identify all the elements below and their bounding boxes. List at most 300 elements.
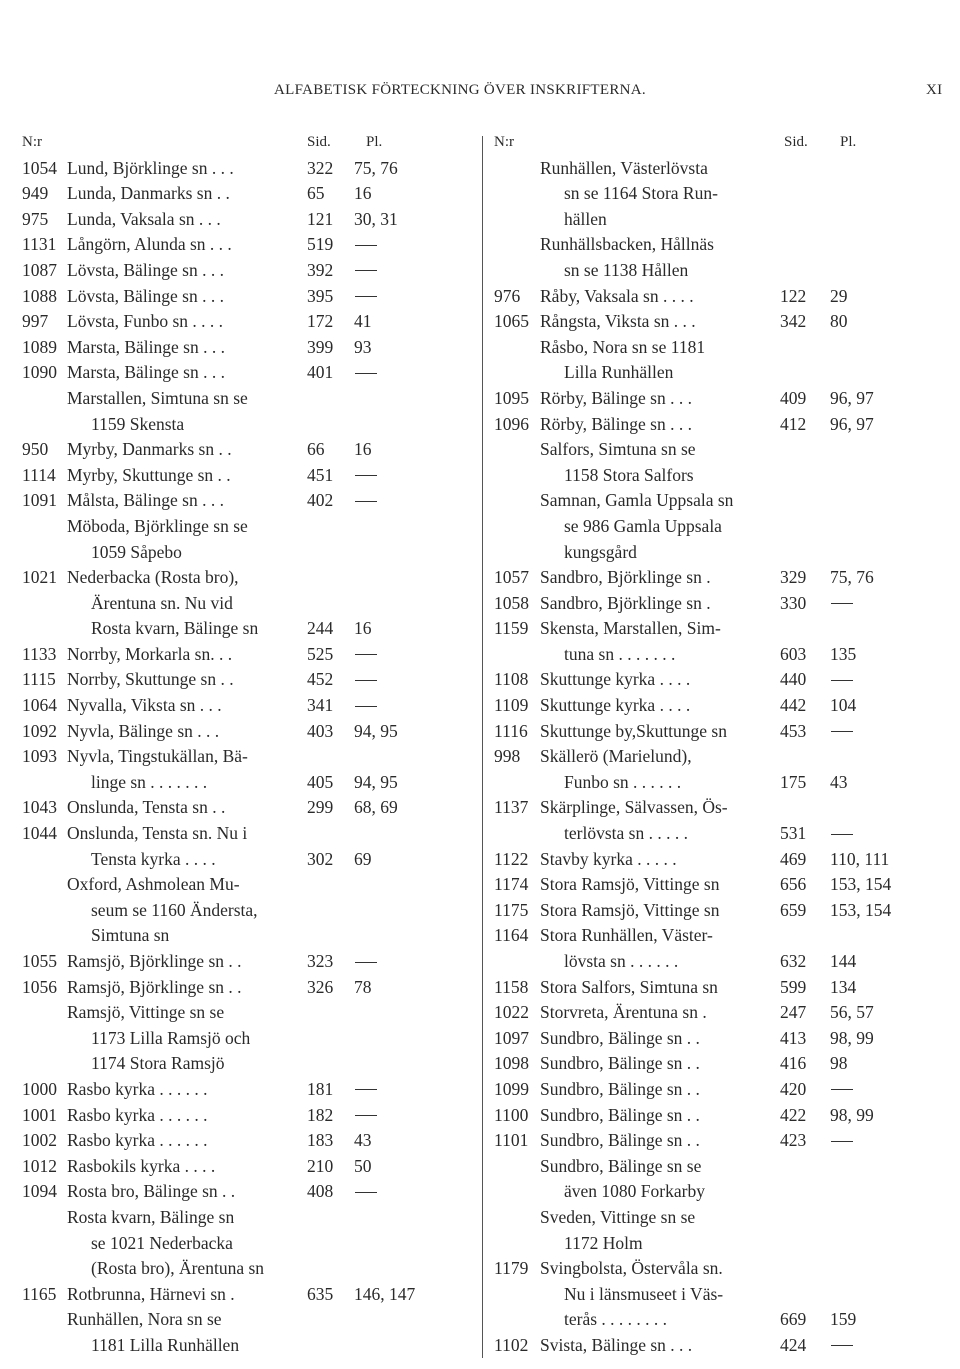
entry-text: Rosta kvarn, Bälinge sn [91, 618, 259, 639]
index-entry [494, 232, 944, 258]
entry-plate-dash [355, 373, 377, 374]
index-entry [22, 770, 468, 796]
entry-plate: 110, 111 [830, 848, 890, 869]
index-entry [494, 949, 944, 975]
index-entry [22, 847, 468, 873]
entry-text: lövsta sn . . . . . . [564, 951, 679, 971]
index-entry [494, 540, 944, 566]
index-entry [494, 719, 944, 745]
index-entry [494, 1154, 944, 1180]
entry-plate-dash [355, 245, 377, 246]
entry-page: 247 [780, 1002, 807, 1023]
entry-text: Stora Ramsjö, Vittinge sn [540, 899, 720, 920]
entry-text: Samnan, Gamla Uppsala sn [540, 490, 734, 511]
entry-number: 1091 [22, 490, 57, 511]
entry-number: 1108 [494, 669, 529, 690]
index-entry [494, 258, 944, 284]
entry-plate: 75, 76 [830, 567, 874, 588]
entry-plate: 96, 97 [830, 413, 874, 434]
entry-text: Oxford, Ashmolean Mu- [67, 874, 240, 895]
entry-page: 322 [307, 157, 334, 178]
entry-number: 1056 [22, 976, 57, 997]
index-entry [22, 642, 468, 668]
index-entry [22, 1282, 468, 1308]
entry-text: Sandbro, Björklinge sn . [540, 567, 711, 588]
entry-plate-dash [355, 680, 377, 681]
entry-number: 1044 [22, 823, 57, 844]
index-entry [494, 565, 944, 591]
index-entry [22, 1231, 468, 1257]
index-entry [494, 693, 944, 719]
entry-text: Rosta kvarn, Bälinge sn [67, 1206, 235, 1227]
index-entry [494, 412, 944, 438]
entry-number: 1089 [22, 336, 57, 357]
entry-plate: 104 [830, 695, 857, 716]
right-entry-list [494, 156, 944, 1359]
index-entry [494, 770, 944, 796]
entry-text: sn se 1138 Hållen [564, 259, 689, 280]
page-title: ALFABETISK FÖRTECKNING ÖVER INSKRIFTERNA. [274, 82, 646, 98]
entry-plate: 98 [830, 1053, 848, 1074]
entry-page: 401 [307, 362, 334, 383]
index-entry [494, 514, 944, 540]
column-header [22, 130, 468, 156]
entry-plate-dash [355, 296, 377, 297]
index-entry [494, 872, 944, 898]
entry-page: 392 [307, 259, 334, 280]
entry-number: 1087 [22, 259, 57, 280]
entry-page: 659 [780, 899, 807, 920]
running-head [0, 80, 960, 104]
entry-number: 1175 [494, 899, 529, 920]
entry-text: Nu i länsmuseet i Väs- [564, 1283, 724, 1304]
entry-page: 531 [780, 823, 807, 844]
entry-text: Stora Runhällen, Väster- [540, 925, 713, 946]
entry-page: 469 [780, 848, 807, 869]
entry-plate-dash [355, 501, 377, 502]
entry-page: 342 [780, 311, 807, 332]
entry-number: 1137 [494, 797, 529, 818]
entry-number: 1102 [494, 1334, 529, 1355]
entry-number: 1100 [494, 1104, 529, 1125]
entry-text: terlövsta sn . . . . . [564, 823, 688, 844]
entry-text: Svista, Bälinge sn . . . [540, 1334, 693, 1355]
index-entry [494, 1282, 944, 1308]
entry-text: (Rosta bro), Ärentuna sn [91, 1258, 265, 1279]
index-entry [494, 386, 944, 412]
entry-text: Rasbokils kyrka . . . . [67, 1155, 216, 1176]
entry-text: kungsgård [564, 541, 637, 562]
entry-page: 603 [780, 643, 807, 664]
index-entry [494, 923, 944, 949]
index-entry [494, 335, 944, 361]
index-entry [22, 1051, 468, 1077]
entry-number: 1174 [494, 874, 529, 895]
entry-number: 1093 [22, 746, 57, 767]
entry-text: Norrby, Morkarla sn. . . [67, 643, 233, 664]
entry-text: Myrby, Danmarks sn . . [67, 439, 232, 460]
index-entry [494, 463, 944, 489]
entry-text: Lilla Runhällen [564, 362, 674, 383]
index-entry [494, 1077, 944, 1103]
entry-plate: 43 [830, 771, 848, 792]
entry-text: Stora Salfors, Simtuna sn [540, 976, 718, 997]
entry-text: Skuttunge kyrka . . . . [540, 669, 691, 690]
entry-page: 452 [307, 669, 334, 690]
entry-plate: 94, 95 [354, 771, 398, 792]
entry-text: Stora Ramsjö, Vittinge sn [540, 874, 720, 895]
entry-page: 172 [307, 311, 334, 332]
index-entry [22, 872, 468, 898]
entry-page: 413 [780, 1027, 807, 1048]
entry-text: Nyvla, Tingstukällan, Bä- [67, 746, 248, 767]
index-entry [494, 488, 944, 514]
entry-plate-dash [831, 834, 853, 835]
index-entry [494, 1051, 944, 1077]
index-entry [22, 1307, 468, 1333]
index-entry [494, 181, 944, 207]
index-entry [494, 1128, 944, 1154]
entry-text: Lövsta, Bälinge sn . . . [67, 259, 224, 280]
entry-page: 210 [307, 1155, 334, 1176]
entry-number: 1179 [494, 1258, 529, 1279]
entry-number: 1122 [494, 848, 529, 869]
entry-page: 244 [307, 618, 334, 639]
column-header-sid: Sid. [784, 134, 808, 150]
entry-plate: 146, 147 [354, 1283, 416, 1304]
index-entry [22, 795, 468, 821]
entry-number: 1055 [22, 951, 57, 971]
entry-plate-dash [831, 680, 853, 681]
entry-plate: 96, 97 [830, 387, 874, 408]
entry-plate: 144 [830, 951, 857, 971]
index-entry [22, 514, 468, 540]
entry-text: Runhällen, Västerlövsta [540, 157, 708, 178]
entry-text: tuna sn . . . . . . . [564, 643, 676, 664]
index-entry [22, 232, 468, 258]
entry-plate: 75, 76 [354, 157, 398, 178]
entry-text: Onslunda, Tensta sn. Nu i [67, 823, 248, 844]
column-header-pl: Pl. [366, 134, 383, 150]
entry-plate: 80 [830, 311, 848, 332]
index-entry [494, 437, 944, 463]
entry-page: 122 [780, 285, 807, 306]
column-header-pl: Pl. [840, 134, 857, 150]
entry-text: 1158 Stora Salfors [564, 464, 694, 485]
entry-page: 323 [307, 951, 334, 971]
entry-plate-dash [355, 475, 377, 476]
entry-plate: 16 [354, 439, 372, 460]
entry-page: 599 [780, 976, 807, 997]
entry-page: 299 [307, 797, 334, 818]
entry-text: Lunda, Vaksala sn . . . [67, 208, 221, 229]
entry-number: 950 [22, 439, 49, 460]
entry-plate: 159 [830, 1309, 857, 1330]
index-entry [494, 207, 944, 233]
entry-page: 424 [780, 1334, 807, 1355]
entry-text: Norrby, Skuttunge sn . . [67, 669, 234, 690]
entry-text: Ramsjö, Vittinge sn se [67, 1002, 225, 1023]
entry-page: 399 [307, 336, 334, 357]
entry-plate-dash [355, 1192, 377, 1193]
entry-text: Runhällsbacken, Hållnäs [540, 234, 714, 255]
entry-text: 1159 Skensta [91, 413, 185, 434]
entry-number: 1021 [22, 567, 57, 588]
entry-number: 975 [22, 208, 49, 229]
entry-text: Skuttunge kyrka . . . . [540, 695, 691, 716]
entry-text: Sundbro, Bälinge sn . . [540, 1130, 700, 1151]
entry-plate: 93 [354, 336, 372, 357]
entry-text: Marsta, Bälinge sn . . . [67, 336, 225, 357]
entry-plate: 153, 154 [830, 874, 892, 895]
entry-plate: 68, 69 [354, 797, 398, 818]
entry-page: 302 [307, 848, 334, 869]
index-entry [22, 1077, 468, 1103]
entry-text: Storvreta, Ärentuna sn . [540, 1002, 707, 1023]
entry-text: Stavby kyrka . . . . . [540, 848, 677, 869]
index-entry [22, 181, 468, 207]
index-entry [22, 335, 468, 361]
entry-plate: 30, 31 [354, 208, 398, 229]
column-header [494, 130, 944, 156]
entry-plate-dash [355, 1089, 377, 1090]
entry-number: 1094 [22, 1181, 57, 1202]
entry-text: terås . . . . . . . . [564, 1309, 668, 1330]
entry-number: 1043 [22, 797, 57, 818]
entry-text: 1172 Holm [564, 1232, 643, 1253]
entry-page: 341 [307, 695, 334, 716]
index-entry [22, 898, 468, 924]
entry-text: sn se 1164 Stora Run- [564, 183, 718, 204]
index-entry [494, 591, 944, 617]
index-entry [22, 591, 468, 617]
entry-text: Rotbrunna, Härnevi sn . [67, 1283, 235, 1304]
entry-plate-dash [831, 731, 853, 732]
entry-plate: 98, 99 [830, 1104, 874, 1125]
index-entry [22, 719, 468, 745]
entry-plate-dash [831, 1345, 853, 1346]
index-entry [494, 667, 944, 693]
entry-number: 1088 [22, 285, 57, 306]
entry-text: Myrby, Skuttunge sn . . [67, 464, 231, 485]
entry-page: 519 [307, 234, 334, 255]
entry-number: 1001 [22, 1104, 57, 1125]
column-header-nr: N:r [494, 134, 514, 150]
index-entry [22, 744, 468, 770]
entry-text: Lövsta, Funbo sn . . . . [67, 311, 224, 332]
entry-page: 423 [780, 1130, 807, 1151]
entry-number: 1022 [494, 1002, 529, 1023]
entry-number: 976 [494, 285, 521, 306]
entry-plate: 94, 95 [354, 720, 398, 741]
index-entry [22, 309, 468, 335]
entry-text: även 1080 Forkarby [564, 1181, 705, 1202]
index-entry [22, 667, 468, 693]
entry-text: Simtuna sn [91, 925, 170, 946]
entry-text: Lunda, Danmarks sn . . [67, 183, 230, 204]
index-entry [494, 821, 944, 847]
index-entry [494, 616, 944, 642]
index-entry [22, 616, 468, 642]
entry-text: hällen [564, 208, 607, 229]
entry-page: 175 [780, 771, 807, 792]
entry-number: 1114 [22, 464, 56, 485]
entry-text: Tensta kyrka . . . . [91, 848, 216, 869]
entry-text: Rasbo kyrka . . . . . . [67, 1078, 208, 1099]
entry-text: Ärentuna sn. Nu vid [91, 592, 233, 613]
right-column [494, 130, 944, 1362]
index-entry [494, 1103, 944, 1129]
entry-text: Marstallen, Simtuna sn se [67, 387, 248, 408]
column-divider [482, 136, 483, 1358]
entry-page: 422 [780, 1104, 807, 1125]
entry-plate: 78 [354, 976, 372, 997]
entry-plate: 41 [354, 311, 372, 332]
entry-text: Rångsta, Viksta sn . . . [540, 311, 696, 332]
entry-page: 65 [307, 183, 325, 204]
index-entry [22, 1179, 468, 1205]
entry-page: 181 [307, 1078, 334, 1099]
entry-text: Skällerö (Marielund), [540, 746, 692, 767]
index-entry [22, 412, 468, 438]
entry-text: Rörby, Bälinge sn . . . [540, 413, 692, 434]
entry-number: 1109 [494, 695, 529, 716]
entry-number: 1012 [22, 1155, 57, 1176]
entry-number: 997 [22, 311, 49, 332]
entry-number: 1090 [22, 362, 57, 383]
entry-number: 1000 [22, 1078, 57, 1099]
entry-plate: 43 [354, 1130, 372, 1151]
index-entry [494, 284, 944, 310]
entry-number: 1098 [494, 1053, 529, 1074]
index-entry [22, 1128, 468, 1154]
entry-text: 1059 Såpebo [91, 541, 182, 562]
entry-text: Marsta, Bälinge sn . . . [67, 362, 225, 383]
index-entry [22, 975, 468, 1001]
index-entry [494, 795, 944, 821]
index-entry [22, 156, 468, 182]
entry-plate-dash [831, 603, 853, 604]
entry-number: 1159 [494, 618, 529, 639]
index-entry [22, 1256, 468, 1282]
entry-plate: 135 [830, 643, 857, 664]
page-number: XI [926, 82, 943, 98]
entry-text: Skärplinge, Sälvassen, Ös- [540, 797, 728, 818]
entry-number: 1133 [22, 643, 57, 664]
entry-number: 1099 [494, 1078, 529, 1099]
entry-text: Rosta bro, Bälinge sn . . [67, 1181, 236, 1202]
entry-text: Råby, Vaksala sn . . . . [540, 285, 694, 306]
index-entry [22, 207, 468, 233]
entry-page: 525 [307, 643, 334, 664]
entry-text: Onslunda, Tensta sn . . [67, 797, 226, 818]
entry-number: 1096 [494, 413, 529, 434]
entry-text: Rörby, Bälinge sn . . . [540, 387, 692, 408]
entry-plate: 16 [354, 183, 372, 204]
entry-text: Sandbro, Björklinge sn . [540, 592, 711, 613]
entry-plate-dash [355, 962, 377, 963]
entry-text: se 1021 Nederbacka [91, 1232, 233, 1253]
entry-page: 453 [780, 720, 807, 741]
index-entry [22, 1103, 468, 1129]
entry-page: 182 [307, 1104, 334, 1125]
entry-page: 183 [307, 1130, 334, 1151]
index-entry [22, 1205, 468, 1231]
entry-text: Funbo sn . . . . . . [564, 771, 682, 792]
entry-text: Salfors, Simtuna sn se [540, 439, 696, 460]
index-entry [22, 488, 468, 514]
entry-text: se 986 Gamla Uppsala [564, 515, 722, 536]
entry-page: 412 [780, 413, 807, 434]
entry-text: Sundbro, Bälinge sn . . [540, 1053, 700, 1074]
entry-number: 1002 [22, 1130, 57, 1151]
entry-plate: 29 [830, 285, 848, 306]
entry-page: 408 [307, 1181, 334, 1202]
index-entry [22, 463, 468, 489]
entry-page: 669 [780, 1309, 807, 1330]
entry-page: 451 [307, 464, 334, 485]
entry-text: 1174 Stora Ramsjö [91, 1053, 225, 1074]
entry-page: 121 [307, 208, 334, 229]
entry-text: Ramsjö, Björklinge sn . . [67, 951, 242, 971]
index-entry [494, 1179, 944, 1205]
entry-plate-dash [831, 1089, 853, 1090]
entry-number: 1097 [494, 1027, 529, 1048]
index-entry [494, 642, 944, 668]
entry-text: Sveden, Vittinge sn se [540, 1206, 696, 1227]
entry-text: Lövsta, Bälinge sn . . . [67, 285, 224, 306]
column-header-nr: N:r [22, 134, 42, 150]
entry-plate: 50 [354, 1155, 372, 1176]
left-column [22, 130, 468, 1362]
entry-text: Nederbacka (Rosta bro), [67, 567, 239, 588]
entry-text: Rasbo kyrka . . . . . . [67, 1104, 208, 1125]
entry-plate: 16 [354, 618, 372, 639]
entry-text: Ramsjö, Björklinge sn . . [67, 976, 242, 997]
index-entry [22, 923, 468, 949]
column-header-sid: Sid. [307, 134, 331, 150]
index-entry [494, 898, 944, 924]
entry-text: Runhällen, Nora sn se [67, 1309, 222, 1330]
index-entry [22, 1000, 468, 1026]
index-entry [494, 309, 944, 335]
entry-text: Svingbolsta, Östervåla sn. [540, 1258, 723, 1279]
entry-plate-dash [355, 1115, 377, 1116]
entry-number: 1101 [494, 1130, 529, 1151]
entry-page: 409 [780, 387, 807, 408]
index-entry [494, 156, 944, 182]
entry-text: linge sn . . . . . . . [91, 771, 208, 792]
index-entry [22, 284, 468, 310]
entry-number: 1057 [494, 567, 529, 588]
entry-page: 405 [307, 771, 334, 792]
index-entry [494, 1333, 944, 1359]
index-entry [494, 975, 944, 1001]
index-entry [22, 386, 468, 412]
entry-number: 1158 [494, 976, 529, 997]
entry-page: 416 [780, 1053, 807, 1074]
index-entry [22, 693, 468, 719]
entry-text: 1181 Lilla Runhällen [91, 1334, 240, 1355]
entry-page: 66 [307, 439, 325, 460]
entry-number: 998 [494, 746, 521, 767]
entry-plate-dash [831, 1141, 853, 1142]
entry-page: 442 [780, 695, 807, 716]
entry-page: 656 [780, 874, 807, 895]
entry-number: 949 [22, 183, 49, 204]
entry-plate-dash [355, 706, 377, 707]
entry-text: Lund, Björklinge sn . . . [67, 157, 234, 178]
